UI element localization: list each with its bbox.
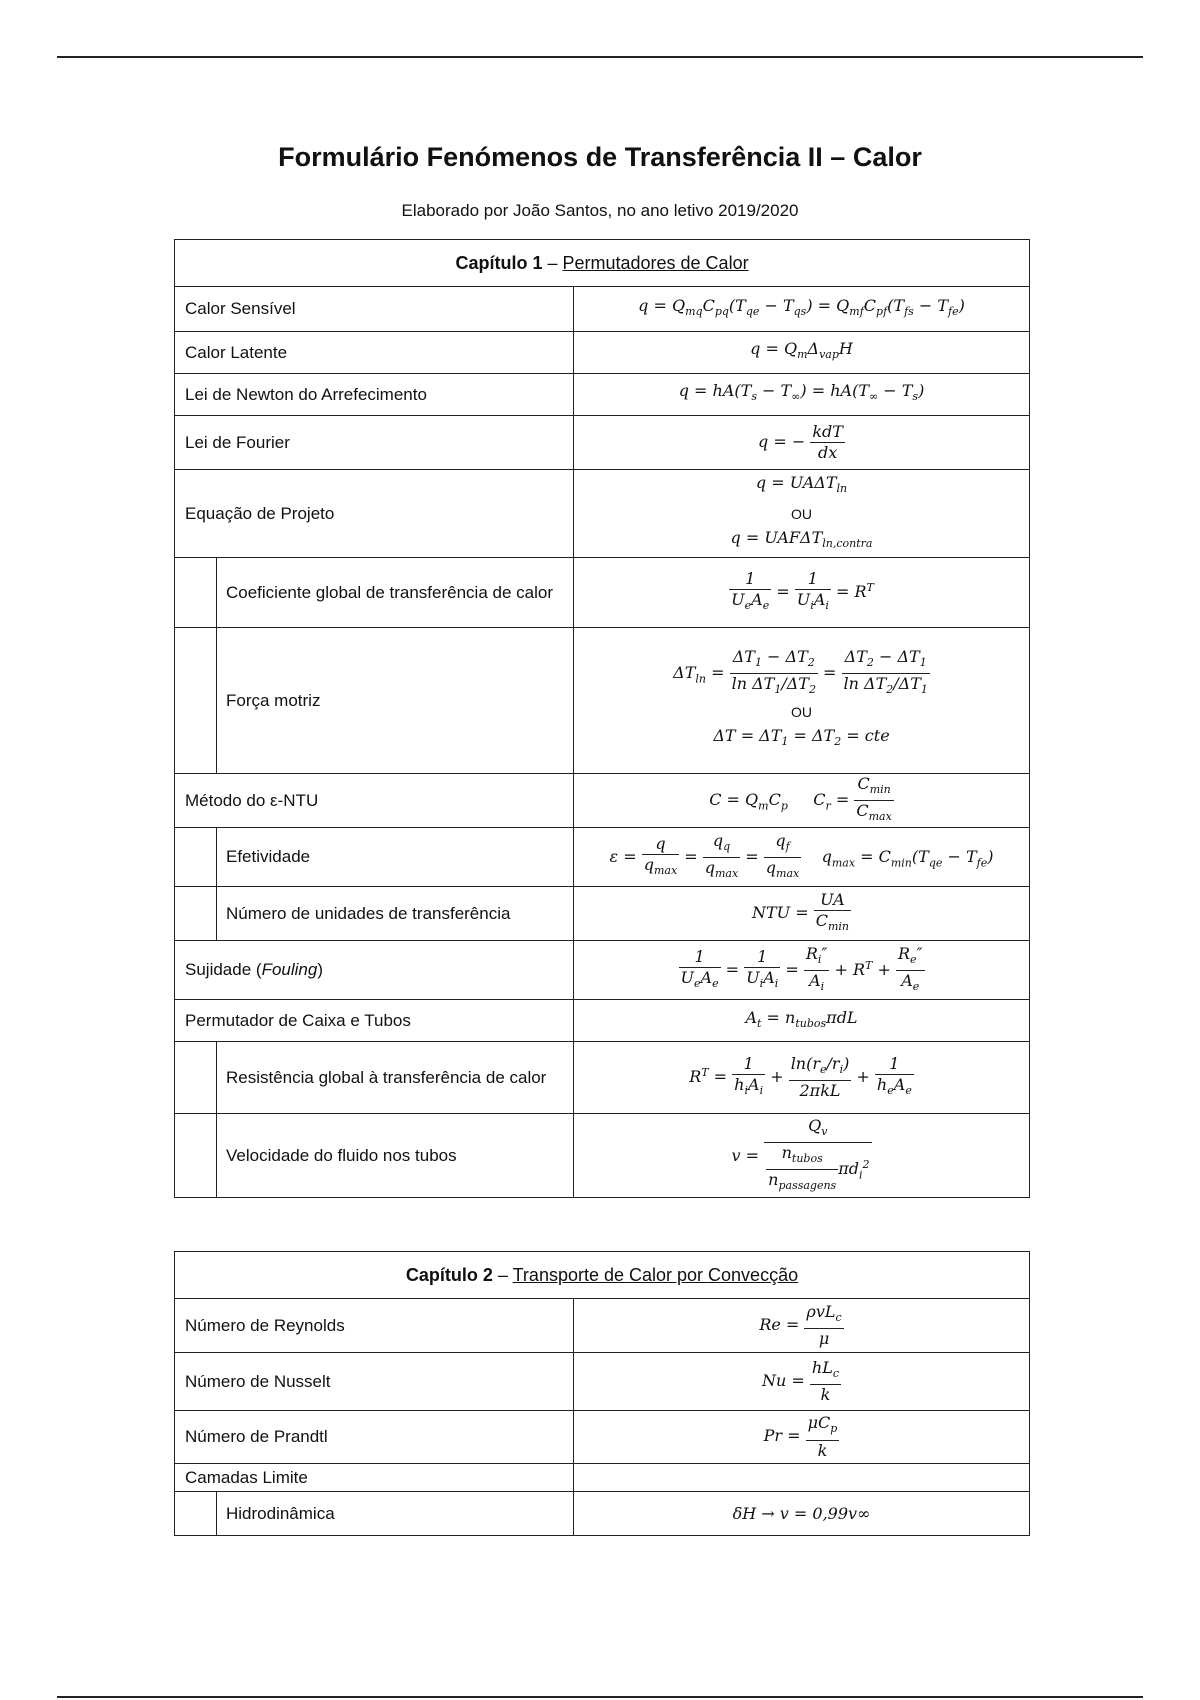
row-label: Coeficiente global de transferência de calor xyxy=(217,558,574,628)
table-row xyxy=(175,828,1030,887)
indent-cell xyxy=(175,628,217,774)
table-row xyxy=(175,1411,1030,1464)
table-row xyxy=(175,1464,1030,1492)
indent-cell xyxy=(175,828,217,887)
row-label: Número de Prandtl xyxy=(175,1411,574,1464)
indent-cell xyxy=(175,887,217,941)
row-label: Método do ε-NTU xyxy=(175,774,574,828)
formula-ntu: NTU = UA $C_{min}$ xyxy=(574,887,1030,941)
row-label: Equação de Projeto xyxy=(175,470,574,558)
table-row xyxy=(175,1492,1030,1536)
chapter2-header: Capítulo 2 – Transporte de Calor por Convecção xyxy=(175,1252,1030,1299)
table-row xyxy=(175,628,1030,774)
table-row xyxy=(175,470,1030,558)
table-row xyxy=(175,374,1030,416)
page-title: Formulário Fenómenos de Transferência II – Calor xyxy=(278,142,922,172)
formula-reynolds: Re = ρvL$_c$ μ xyxy=(574,1299,1030,1353)
formula-shell-tube: $A_t = n_{tubos}\pi dL$ xyxy=(574,1000,1030,1042)
formula-prandtl: Pr = $\mu C_p$ k xyxy=(574,1411,1030,1464)
formula-sensible-heat: $q = Q_{mq}C_{pq}(T_{qe} - T_{qs}) = Q_{mf}C_{pf}(T_{fs} - T_{fe})$ xyxy=(574,287,1030,332)
chapter1-number: Capítulo 1 xyxy=(455,252,543,273)
formula-hydrodynamic: δH → v = 0,99v∞ xyxy=(574,1492,1030,1536)
table-row xyxy=(175,287,1030,332)
chapter1-name: Permutadores de Calor xyxy=(562,252,749,273)
top-rule xyxy=(57,56,1143,58)
bottom-rule xyxy=(57,1696,1143,1698)
formula-design-eq: $q = UA\Delta T_{ln}$ OU $q = UAF\Delta T_{ln,contra}$ xyxy=(574,470,1030,558)
chapter2-number: Capítulo 2 xyxy=(405,1264,493,1285)
empty-cell xyxy=(574,1464,1030,1492)
row-label: Camadas Limite xyxy=(175,1464,574,1492)
formula-fourier: q = − kdT dx xyxy=(574,416,1030,470)
formula-latent-heat: $q = Q_m\Delta_{vap}H$ xyxy=(574,332,1030,374)
formula-effectiveness: ε = q $q_{max}$ = $q_q$ $q_{max}$ = $q_f$ $q_{max}$ $q_{max} = C_{min}(T_{qe} - T_{fe})$ xyxy=(574,828,1030,887)
row-label: Lei de Fourier xyxy=(175,416,574,470)
row-label: Efetividade xyxy=(217,828,574,887)
formula-nusselt: Nu = $hL_c$ k xyxy=(574,1353,1030,1411)
or-word: OU xyxy=(791,704,813,721)
indent-cell xyxy=(175,1492,217,1536)
row-label: Calor Latente xyxy=(175,332,574,374)
table-row xyxy=(175,1299,1030,1353)
row-label: Sujidade (Fouling) xyxy=(175,941,574,1000)
table-row xyxy=(175,558,1030,628)
table-row xyxy=(175,887,1030,941)
chapter1-table xyxy=(174,239,1030,1198)
chapter2-name: Transporte de Calor por Convecção xyxy=(512,1264,799,1285)
row-label: Lei de Newton do Arrefecimento xyxy=(175,374,574,416)
indent-cell xyxy=(175,558,217,628)
row-label: Número de Nusselt xyxy=(175,1353,574,1411)
formula-driving-force: $\Delta T_{ln}$ = $\frac{\Delta T_1 - \Delta T_2}{\ln \Delta T_1/\Delta T_2}$ = $\frac{\Delta T_2 - \Delta T_1}{\ln \Delta T_2/\Delta T_1}$ OU $\Delta T = \Delta T_1 = \Delta T_2$ = cte xyxy=(574,628,1030,774)
formula-tube-velocity: v = $Q_v$ $n_{tubos}$ $n_{passagens}$ $\pi d_i^2$ xyxy=(574,1114,1030,1198)
formula-newton: $q = hA(T_s - T_\infty) = hA(T_\infty - T_s)$ xyxy=(574,374,1030,416)
chapter1-header: Capítulo 1 – Permutadores de Calor xyxy=(175,240,1030,287)
formula-fouling: 1 $U_eA_e$ = 1 $U_iA_i$ = $\frac{R_i''}{A_i}$ + $R^T$ + $\frac{R_e''}{A_e}$ xyxy=(574,941,1030,1000)
formula-global-coef: 1 $U_eA_e$ = 1 $U_iA_i$ = $R^T$ xyxy=(574,558,1030,628)
row-label: Resistência global à transferência de calor xyxy=(217,1042,574,1114)
table-row xyxy=(175,774,1030,828)
page-subtitle: Elaborado por João Santos, no ano letivo 2019/2020 xyxy=(401,201,799,220)
row-label: Hidrodinâmica xyxy=(217,1492,574,1536)
table-row xyxy=(175,1042,1030,1114)
indent-cell xyxy=(175,1042,217,1114)
indent-cell xyxy=(175,1114,217,1198)
row-label: Força motriz xyxy=(217,628,574,774)
table-row xyxy=(175,416,1030,470)
chapter2-table xyxy=(174,1251,1030,1536)
table-row xyxy=(175,1353,1030,1411)
row-label: Número de Reynolds xyxy=(175,1299,574,1353)
table-row xyxy=(175,1000,1030,1042)
table-row xyxy=(175,941,1030,1000)
row-label: Número de unidades de transferência xyxy=(217,887,574,941)
row-label: Permutador de Caixa e Tubos xyxy=(175,1000,574,1042)
formula-global-resistance: $R^T$ = 1 $h_iA_i$ + $\ln(r_e/r_i)$ 2πkL + 1 $h_eA_e$ xyxy=(574,1042,1030,1114)
row-label: Velocidade do fluido nos tubos xyxy=(217,1114,574,1198)
row-label: Calor Sensível xyxy=(175,287,574,332)
formula-entu: $C = Q_mC_p$ $C_r$ = $C_{min}$ $C_{max}$ xyxy=(574,774,1030,828)
table-row xyxy=(175,1114,1030,1198)
or-word: OU xyxy=(791,505,813,522)
table-row xyxy=(175,332,1030,374)
